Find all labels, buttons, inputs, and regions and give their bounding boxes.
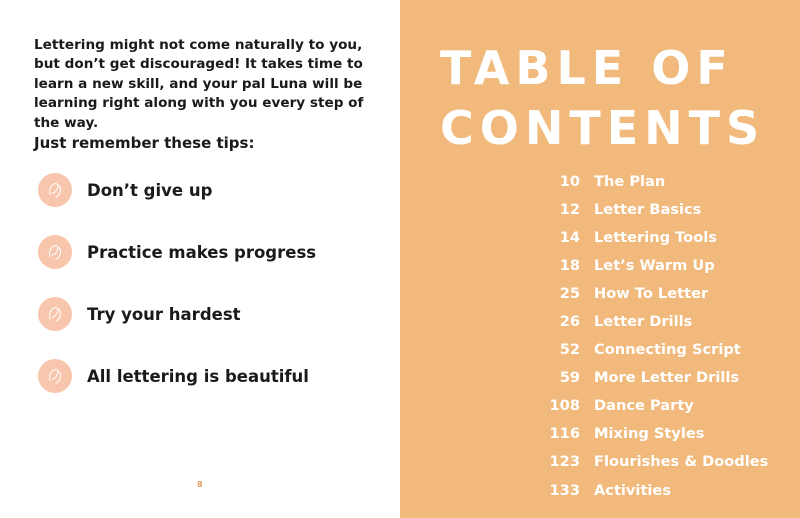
toc-page-number: 25 xyxy=(559,284,580,302)
toc-page-number: 12 xyxy=(559,200,580,218)
toc-entry-title: Lettering Tools xyxy=(594,228,717,246)
toc-entry xyxy=(540,364,768,392)
toc-page-number: 116 xyxy=(549,425,580,443)
toc-entry-title: Dance Party xyxy=(594,397,694,415)
lettering-swirl-icon xyxy=(38,297,72,331)
toc-entry-title: More Letter Drills xyxy=(594,369,740,387)
toc-entry-title: Letter Drills xyxy=(594,313,693,331)
toc-page-number: 59 xyxy=(559,369,580,387)
intro-paragraph: Lettering might not come naturally to you, but don’t get discouraged! It takes time to learn a new skill, and your pal Luna will be learning right along with you every step of the way. xyxy=(34,37,364,131)
toc-entry-title: Activities xyxy=(594,481,672,499)
tip-label: All lettering is beautiful xyxy=(87,366,309,386)
tip-item xyxy=(38,234,316,270)
toc-page-number: 108 xyxy=(549,397,580,415)
lettering-swirl-icon xyxy=(38,173,72,207)
toc-page-number: 10 xyxy=(559,172,580,190)
toc-entry-title: Flourishes & Doodles xyxy=(594,453,769,471)
toc-title xyxy=(440,38,785,158)
toc-entry-title: Connecting Script xyxy=(594,341,741,359)
toc-entry xyxy=(540,448,768,476)
tip-item xyxy=(38,296,241,332)
toc-title-line: TABLE OF xyxy=(440,41,734,95)
toc-page-number: 123 xyxy=(549,453,580,471)
toc-entry-title: The Plan xyxy=(594,172,666,190)
toc-entry xyxy=(540,167,768,195)
tip-item xyxy=(38,172,212,208)
tip-label: Try your hardest xyxy=(87,304,241,324)
toc-page-number: 133 xyxy=(549,481,580,499)
toc-entry xyxy=(540,279,768,307)
toc-title-line: CONTENTS xyxy=(440,101,766,155)
toc-page-number: 14 xyxy=(559,228,580,246)
lettering-swirl-icon xyxy=(38,235,72,269)
toc-entry xyxy=(540,420,768,448)
tip-label: Practice makes progress xyxy=(87,242,317,262)
tip-item xyxy=(38,358,309,394)
toc-entry-title: Let’s Warm Up xyxy=(594,256,715,274)
toc-entry-title: How To Letter xyxy=(594,284,709,302)
toc-entry xyxy=(540,336,768,364)
toc-entry-title: Letter Basics xyxy=(594,200,702,218)
toc-entry-title: Mixing Styles xyxy=(594,425,705,443)
tips-heading: Just remember these tips: xyxy=(34,134,255,152)
toc-entry xyxy=(540,476,768,504)
toc-page-number: 18 xyxy=(559,256,580,274)
toc-list xyxy=(540,167,768,504)
toc-entry xyxy=(540,392,768,420)
page-number: 8 xyxy=(197,480,203,489)
toc-page-number: 52 xyxy=(559,341,580,359)
lettering-swirl-icon xyxy=(38,359,72,393)
toc-entry xyxy=(540,195,768,223)
toc-entry xyxy=(540,251,768,279)
tip-label: Don’t give up xyxy=(87,180,213,200)
toc-entry xyxy=(540,307,768,335)
toc-entry xyxy=(540,223,768,251)
toc-page-number: 26 xyxy=(559,313,580,331)
